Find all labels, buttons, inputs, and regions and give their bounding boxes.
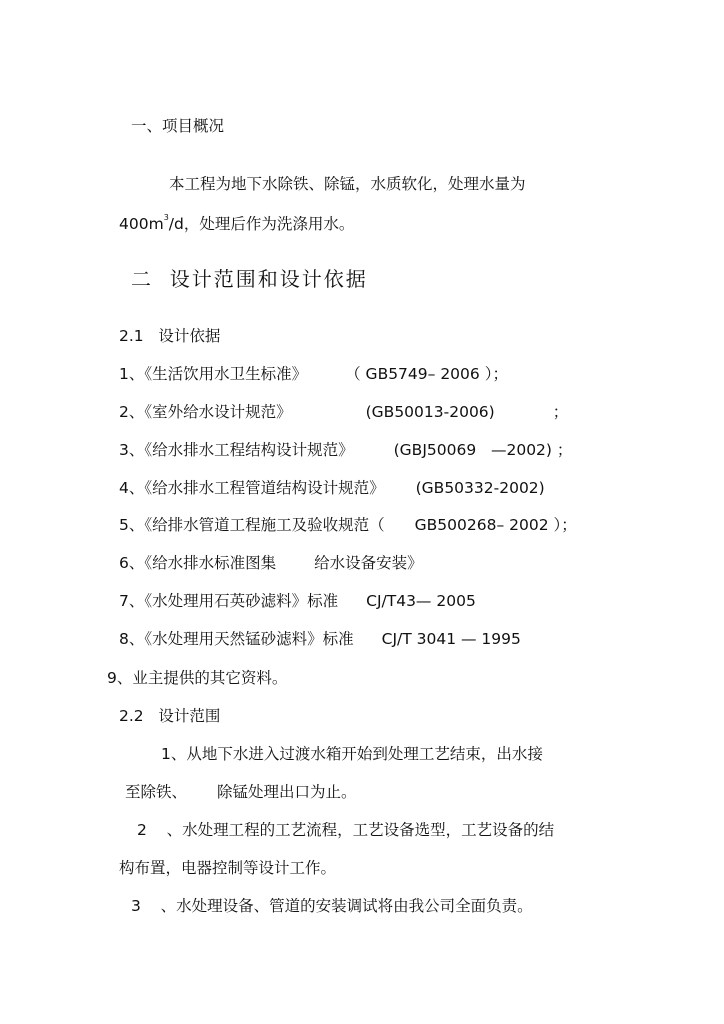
cubic-superscript: 3 <box>163 213 169 222</box>
reference-tail: ； <box>552 403 569 421</box>
reference-title: 8、《水处理用天然锰砂滤料》标准 <box>119 630 354 648</box>
reference-title: 3、《给水排水工程结构设计规范》 <box>119 441 354 459</box>
subsection-2-1-heading: 2.1 设计依据 <box>119 327 221 345</box>
scope-item-3: 3 、水处理设备、管道的安装调试将由我公司全面负责。 <box>131 897 533 915</box>
reference-code: (GB50332-2002) <box>415 479 545 497</box>
reference-code: 给水设备安装》 <box>314 554 423 572</box>
flow-rate-value: 400m <box>119 215 164 233</box>
scope-item-1-line2 <box>125 785 357 801</box>
reference-title: 2、《室外给水设计规范》 <box>119 403 292 421</box>
project-overview-line2 <box>119 214 354 233</box>
scope-item-2-line2: 构布置，电器控制等设计工作。 <box>119 859 337 877</box>
reference-item-1 <box>119 367 508 383</box>
section2-heading: 二 设计范围和设计依据 <box>131 267 368 291</box>
reference-item-8 <box>119 632 521 648</box>
reference-item-2 <box>119 405 568 421</box>
flow-rate-tail: /d，处理后作为洗涤用水。 <box>168 215 355 233</box>
reference-item-4 <box>119 481 545 497</box>
scope-item-1-line1: 1、从地下水进入过渡水箱开始到处理工艺结束，出水接 <box>161 745 543 763</box>
reference-title: 7、《水处理用石英砂滤料》标准 <box>119 592 339 610</box>
scope-item-2-line1: 2 、水处理工程的工艺流程，工艺设备选型，工艺设备的结 <box>137 821 555 839</box>
scope-text: 除锰处理出口为止。 <box>217 783 357 801</box>
reference-code: CJ/T 3041 — 1995 <box>381 630 521 648</box>
reference-item-3 <box>119 443 572 459</box>
reference-code: (GB50013-2006) <box>365 403 495 421</box>
reference-title: 4、《给水排水工程管道结构设计规范》 <box>119 479 385 497</box>
scope-text: 至除铁、 <box>125 783 188 801</box>
reference-item-5 <box>119 518 577 534</box>
reference-item-7 <box>119 594 476 610</box>
reference-code: (GBJ50069 —2002) ； <box>393 441 573 459</box>
reference-code: GB500268– 2002 ）； <box>414 516 577 534</box>
reference-code: CJ/T43— 2005 <box>366 592 476 610</box>
reference-item-6 <box>119 556 423 572</box>
reference-title: 5、《给排水管道工程施工及验收规范（ <box>119 516 385 534</box>
section1-heading: 一、项目概况 <box>131 117 225 135</box>
reference-code: （ GB5749– 2006 ）； <box>345 365 508 383</box>
subsection-2-2-heading: 2.2 设计范围 <box>119 707 221 725</box>
reference-title: 1、《生活饮用水卫生标准》 <box>119 365 308 383</box>
reference-title: 6、《给水排水标准图集 <box>119 554 277 572</box>
project-overview-line1: 本工程为地下水除铁、除锰，水质软化，处理水量为 <box>169 175 526 193</box>
reference-item-9: 9、业主提供的其它资料。 <box>107 669 288 687</box>
